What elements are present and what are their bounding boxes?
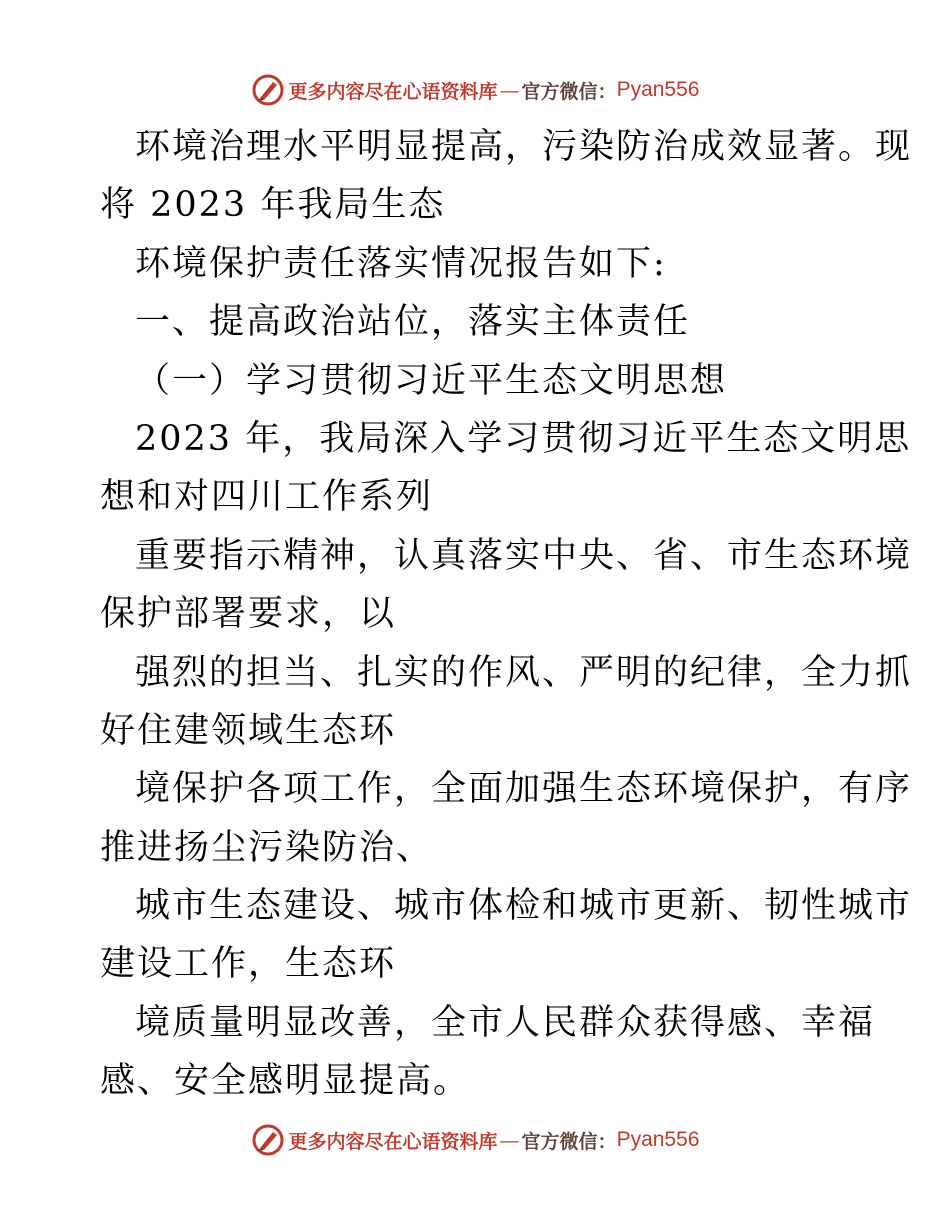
wechat-label: 官方微信： <box>521 80 617 103</box>
text-line: 环境保护责任落实情况报告如下: <box>135 243 667 284</box>
quill-logo-icon <box>251 1123 285 1157</box>
promo-text: 更多内容尽在心语资料库 <box>288 80 498 103</box>
text-line: 2023 年，我局深入学习贯彻习近平生态文明思 <box>135 418 912 459</box>
promo-text: 更多内容尽在心语资料库 <box>288 1130 498 1153</box>
document-body <box>100 118 913 1111</box>
header-watermark-banner <box>0 70 950 110</box>
wechat-label: 官方微信： <box>521 1130 617 1153</box>
text-line: 境质量明显改善，全市人民群众获得感、幸福 <box>135 1002 876 1043</box>
wechat-id: Pyan556 <box>616 1128 700 1151</box>
text-line: 环境治理水平明显提高，污染防治成效显著。现 <box>135 127 913 167</box>
footer-watermark-banner <box>0 1120 950 1160</box>
text-line: 境保护各项工作，全面加强生态环境保护，有序 <box>135 769 913 810</box>
wechat-id: Pyan556 <box>616 78 700 101</box>
quill-logo-icon <box>251 73 285 107</box>
text-line: 好住建领域生态环 <box>100 710 397 751</box>
text-line: 感、安全感明显提高。 <box>100 1061 471 1102</box>
subsection-heading: （一）学习贯彻习近平生态文明思想 <box>135 360 728 401</box>
text-line: 城市生态建设、城市体检和城市更新、韧性城市 <box>135 886 913 927</box>
text-line: 强烈的担当、扎实的作风、严明的纪律，全力抓 <box>135 652 913 693</box>
text-line: 建设工作，生态环 <box>100 944 397 985</box>
separator-dash: — <box>499 1128 520 1152</box>
text-line: 将 2023 年我局生态 <box>100 185 446 226</box>
text-line: 重要指示精神，认真落实中央、省、市生态环境 <box>135 535 913 576</box>
text-line: 保护部署要求，以 <box>100 594 397 635</box>
text-line: 想和对四川工作系列 <box>100 477 434 518</box>
separator-dash: — <box>499 78 520 102</box>
section-heading: 一、提高政治站位，落实主体责任 <box>135 302 691 343</box>
text-line: 推进扬尘污染防治、 <box>100 827 434 868</box>
